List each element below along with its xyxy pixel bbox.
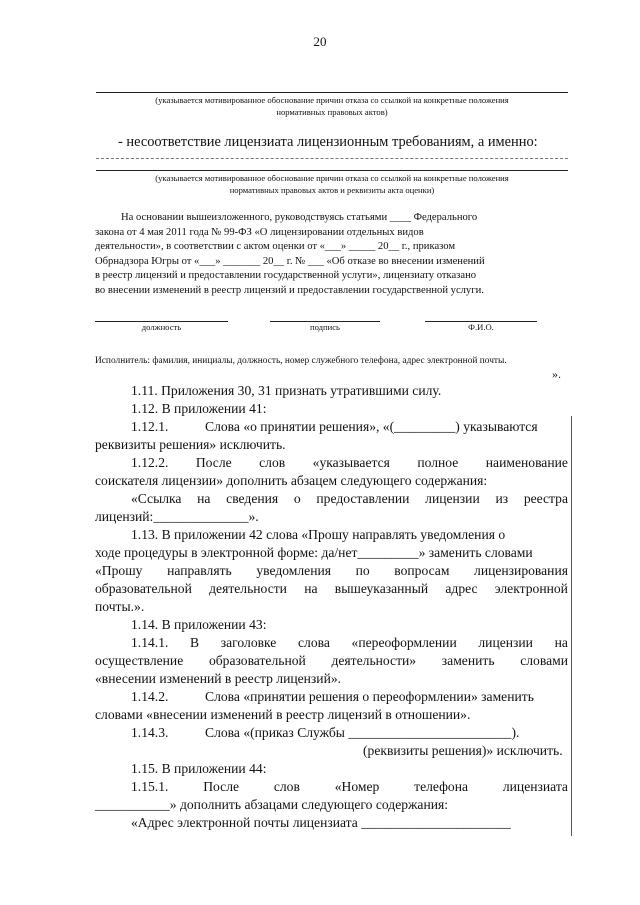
item-1-15-1-quote: «Адрес электронной почты лицензиата ______________________ bbox=[131, 815, 511, 830]
word: словами bbox=[520, 653, 568, 668]
scan-edge-line bbox=[571, 416, 572, 836]
item-1-14-1-line bbox=[131, 634, 568, 652]
reason-note-line: нормативных правовых актов и реквизиты акта оценки) bbox=[229, 185, 435, 195]
paragraph-line: во внесении изменений в реестр лицензий и предоставлении государственной услуги. bbox=[95, 284, 484, 296]
item-1-15: 1.15. В приложении 44: bbox=[131, 761, 267, 776]
word: предоставлении bbox=[316, 491, 410, 506]
section-heading: - несоответствие лицензиата лицензионным требованиям, а именно: bbox=[118, 134, 538, 150]
signature-label: должность bbox=[141, 322, 182, 332]
word: В bbox=[190, 635, 200, 650]
item-1-12-2-quote-end: лицензий:______________». bbox=[95, 509, 259, 524]
heading-dashed-line bbox=[96, 158, 568, 159]
item-1-15-1-cont: ___________» дополнить абзацами следующего содержания: bbox=[95, 797, 449, 812]
item-1-13: 1.13. В приложении 42 слова «Прошу направлять уведомления о bbox=[131, 527, 506, 542]
word: на bbox=[197, 491, 211, 506]
signature-label: Ф.И.О. bbox=[468, 322, 494, 332]
item-1-14-2-text: Слова «принятии решения о переоформлении» заменить bbox=[205, 689, 534, 704]
word: заменить bbox=[441, 653, 495, 668]
word: «Ссылка bbox=[131, 491, 182, 506]
word: слова bbox=[298, 635, 330, 650]
word: слов bbox=[273, 779, 300, 794]
item-1-13-line3 bbox=[95, 562, 568, 580]
reason-underline bbox=[96, 92, 568, 93]
item-1-12-2-line bbox=[131, 454, 568, 472]
paragraph-line: деятельности», в соответствии с актом оценки от «___» _____ 20__ г., приказом bbox=[95, 241, 456, 253]
reason-note-line: (указывается мотивированное обоснование причин отказа со ссылкой на конкретные положения bbox=[155, 95, 509, 105]
reason-note bbox=[96, 94, 568, 118]
word: «Номер bbox=[334, 779, 380, 794]
reason-underline-2 bbox=[96, 170, 568, 171]
word: После bbox=[195, 455, 232, 470]
item-1-12-2-cont: соискателя лицензии» дополнить абзацем следующего содержания: bbox=[95, 473, 488, 488]
word: электронной bbox=[494, 581, 568, 596]
page-number: 20 bbox=[313, 34, 327, 49]
executor-line: Исполнитель: фамилия, инициалы, должность, номер служебного телефона, адрес электронной почты. bbox=[95, 356, 507, 366]
word: лицензии bbox=[425, 491, 480, 506]
word: слов bbox=[259, 455, 286, 470]
word: вопросам bbox=[394, 563, 450, 578]
word: уведомления bbox=[256, 563, 331, 578]
word: деятельности bbox=[209, 581, 287, 596]
item-1-14-2-cont: словами «внесении изменений в реестр лицензий в отношении». bbox=[95, 707, 471, 722]
word: лицензиата bbox=[502, 779, 568, 794]
basis-paragraph bbox=[95, 211, 569, 299]
item-1-14-3-cont: (реквизиты решения)» исключить. bbox=[363, 743, 563, 758]
word: заголовке bbox=[220, 635, 277, 650]
word: «Прошу bbox=[95, 563, 143, 578]
item-1-12-1-text: Слова «о принятии решения», «(_________) указываются bbox=[205, 419, 538, 434]
reason-note-2 bbox=[96, 172, 568, 196]
word: образовательной bbox=[95, 581, 192, 596]
word: сведения bbox=[226, 491, 279, 506]
signature-sign bbox=[270, 321, 380, 332]
word: вышеуказанный bbox=[334, 581, 429, 596]
item-1-14-3-text: Слова «(приказ Службы ________________________). bbox=[205, 725, 520, 740]
item-1-15-1-line bbox=[131, 778, 568, 796]
word: осуществление bbox=[95, 653, 184, 668]
word: полное bbox=[417, 455, 459, 470]
word: После bbox=[203, 779, 240, 794]
word: адрес bbox=[445, 581, 478, 596]
word: деятельности» bbox=[331, 653, 417, 668]
word: 1.12.2. bbox=[131, 455, 169, 470]
word: направлять bbox=[167, 563, 232, 578]
word: реестра bbox=[523, 491, 568, 506]
signature-position bbox=[95, 321, 228, 332]
word: образовательной bbox=[208, 653, 306, 668]
item-1-14-1-line2 bbox=[95, 652, 568, 670]
item-1-14-2-num: 1.14.2. bbox=[131, 689, 169, 704]
closing-quote: ». bbox=[552, 367, 561, 381]
word: 1.14.1. bbox=[131, 635, 169, 650]
item-1-12-1-num: 1.12.1. bbox=[131, 419, 169, 434]
paragraph-line: закона от 4 мая 2011 года № 99-ФЗ «О лицензировании отдельных видов bbox=[95, 226, 424, 238]
item-1-13-line4 bbox=[95, 580, 568, 598]
word: по bbox=[355, 563, 370, 578]
reason-note-line: (указывается мотивированное обоснование причин отказа со ссылкой на конкретные положения bbox=[155, 173, 509, 183]
word: телефона bbox=[414, 779, 469, 794]
item-1-13-end: почты.». bbox=[95, 599, 145, 614]
word: на bbox=[304, 581, 318, 596]
word: лицензирования bbox=[474, 563, 568, 578]
item-1-12-2-quote bbox=[131, 490, 568, 508]
word: о bbox=[293, 491, 301, 506]
item-1-12: 1.12. В приложении 41: bbox=[131, 401, 267, 416]
paragraph-line: На основании вышеизложенного, руководствуясь статьями ____ Федерального bbox=[121, 212, 478, 223]
signature-name bbox=[425, 321, 537, 332]
word: «указывается bbox=[312, 455, 390, 470]
item-1-14-1-end: «внесении изменений в реестр лицензий». bbox=[95, 671, 342, 686]
item-1-14: 1.14. В приложении 43: bbox=[131, 617, 267, 632]
item-1-13-cont: ходе процедуры в электронной форме: да/нет_________» заменить словами bbox=[95, 545, 533, 560]
paragraph-line: в реестр лицензий и предоставлении государственной услуги», лицензиату отказано bbox=[95, 270, 477, 282]
word: «переоформлении bbox=[351, 635, 457, 650]
word: из bbox=[495, 491, 509, 506]
item-1-14-3-num: 1.14.3. bbox=[131, 725, 169, 740]
word: на bbox=[554, 635, 568, 650]
paragraph-line: Обрнадзора Югры от «___» _______ 20__ г. № ___ «Об отказе во внесении изменений bbox=[95, 255, 485, 267]
reason-note-line: нормативных правовых актов) bbox=[276, 107, 388, 117]
item-1-11: 1.11. Приложения 30, 31 признать утратившими силу. bbox=[131, 383, 442, 398]
word: наименование bbox=[485, 455, 568, 470]
signature-label: подпись bbox=[310, 322, 340, 332]
word: 1.15.1. bbox=[131, 779, 169, 794]
item-1-12-1-cont: реквизиты решения» исключить. bbox=[95, 437, 286, 452]
word: лицензии bbox=[478, 635, 533, 650]
